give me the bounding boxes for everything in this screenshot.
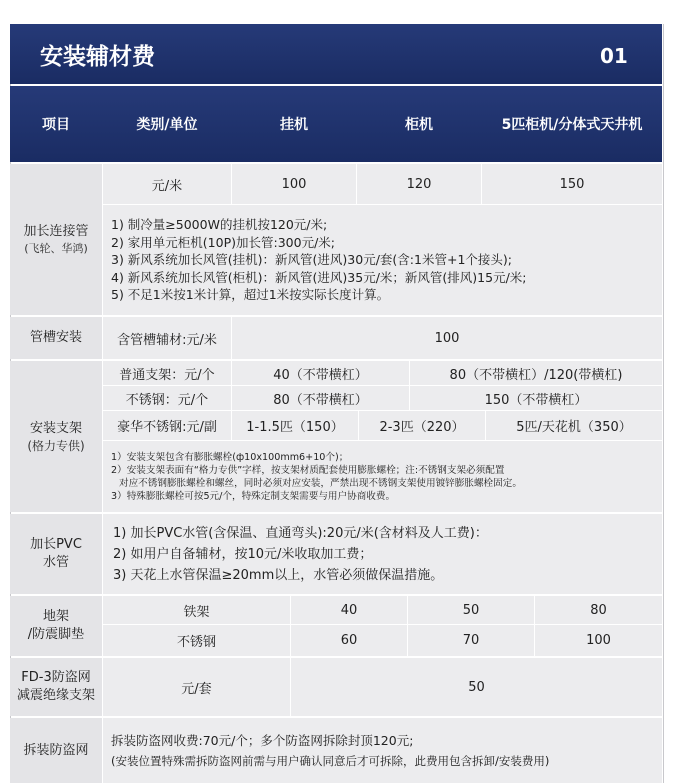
trunking-price: 100	[232, 317, 662, 359]
section-label-line1: 加长PVC	[30, 537, 82, 552]
extension-pipe-price-cabinet: 120	[357, 164, 481, 204]
extension-pipe-notes	[103, 205, 662, 315]
note-line: 3）特殊膨胀螺栓可按5元/个，特殊定制支架需要与用户协商收费。	[111, 490, 396, 502]
note-line: 5) 不足1米按1米计算，超过1米按实际长度计算。	[111, 287, 390, 303]
section-sublabel: (格力专供)	[27, 438, 85, 453]
stand-price: 50	[408, 596, 534, 624]
note-line: 1）安装支架包含有膨胀螺栓(ф10x100mm6+10个)；	[111, 451, 349, 463]
header-5hp-ceiling-unit: 5匹柜机/分体式天井机	[501, 117, 643, 133]
note-line: 2) 家用单元柜机(10P)加长管:300元/米;	[111, 234, 335, 250]
header-item: 项目	[42, 117, 70, 133]
section-label-text: 管槽安装	[29, 330, 82, 345]
page-title: 安装辅材费	[40, 44, 155, 70]
note-line: 对应不锈钢膨胀螺栓和螺丝，同时必须对应安装，严禁出现不锈钢支架使用镀锌膨胀螺栓固定。	[119, 477, 522, 489]
bracket-row-price-b: 150（不带横杠）	[410, 386, 662, 410]
note-line: 2）安装支架表面有“格力专供”字样，按支架材质配套使用膨胀螺栓；注:不锈钢支架必须配置	[111, 464, 505, 476]
fd3-price: 50	[291, 658, 662, 716]
section-label-fd3	[10, 658, 102, 716]
header-cabinet-unit: 柜机	[405, 117, 433, 133]
section-label-line1: FD-3防盗网	[21, 670, 91, 685]
bracket-deluxe-price-c: 5匹/天花机（350）	[486, 411, 662, 440]
fd3-unit: 元/套	[103, 658, 290, 716]
pvc-notes	[103, 514, 662, 594]
bracket-row-price-a: 40（不带横杠）	[232, 361, 409, 385]
section-sublabel: (飞轮、华鸿)	[24, 241, 88, 255]
bracket-deluxe-price-a: 1-1.5匹（150）	[232, 411, 358, 440]
bracket-deluxe-price-b: 2-3匹（220）	[359, 411, 485, 440]
page-number: 01	[600, 44, 628, 68]
stand-material: 不锈钢	[103, 625, 290, 656]
bracket-row-price-a: 80（不带横杠）	[232, 386, 409, 410]
bracket-row-unit: 不锈钢：元/个	[103, 386, 231, 410]
stand-price: 80	[535, 596, 662, 624]
section-label-stand	[10, 596, 102, 656]
extension-pipe-price-wall: 100	[232, 164, 356, 204]
header-wall-unit: 挂机	[280, 117, 308, 133]
stand-price: 40	[291, 596, 407, 624]
section-label-bracket	[10, 361, 102, 512]
section-label-line2: /防震脚垫	[27, 627, 85, 642]
section-label-text: 拆装防盗网	[23, 742, 89, 758]
trunking-unit: 含管槽辅材:元/米	[103, 317, 231, 359]
bracket-notes	[103, 441, 662, 512]
section-label-text: 加长连接管	[23, 223, 89, 239]
note-line: 1) 加长PVC水管(含保温、直通弯头):20元/米(含材料及人工费)：	[113, 525, 488, 541]
note-line: 2) 如用户自备辅材，按10元/米收取加工费；	[113, 546, 373, 562]
note-line: (安装位置特殊需拆防盗网前需与用户确认同意后才可拆除，此费用包含拆卸/安装费用)	[111, 753, 550, 768]
section-label-line2: 减震绝缘支架	[16, 688, 95, 703]
section-label-trunking	[10, 317, 102, 359]
note-line: 1) 制冷量≥5000W的挂机按120元/米;	[111, 217, 328, 233]
note-line: 拆装防盗网收费:70元/个；多个防盗网拆除封顶120元;	[111, 732, 414, 748]
section-label-line2: 水管	[42, 555, 69, 570]
stand-price: 60	[291, 625, 407, 656]
stand-price: 100	[535, 625, 662, 656]
title-band	[10, 24, 662, 84]
bracket-deluxe-unit: 豪华不锈钢:元/副	[103, 411, 231, 440]
bracket-row-price-b: 80（不带横杠）/120(带横杠)	[410, 361, 662, 385]
extension-pipe-price-5hp: 150	[482, 164, 662, 204]
section-label-text: 安装支架	[29, 420, 82, 436]
note-line: 3) 新风系统加长风管(挂机)：新风管(进风)30元/套(含:1米管+1个接头);	[111, 252, 512, 268]
guard-removal-notes	[103, 718, 662, 783]
stand-price: 70	[408, 625, 534, 656]
note-line: 4) 新风系统加长风管(柜机)：新风管(进风)35元/米；新风管(排风)15元/米;	[111, 269, 527, 285]
stand-material: 铁架	[103, 596, 290, 624]
section-label-guard-removal	[10, 718, 102, 783]
extension-pipe-unit: 元/米	[103, 164, 231, 204]
bracket-row-unit: 普通支架：元/个	[103, 361, 231, 385]
note-line: 3) 天花上水管保温≥20mm以上，水管必须做保温措施。	[113, 567, 444, 583]
header-category-unit: 类别/单位	[136, 117, 198, 133]
section-label-pvc	[10, 514, 102, 594]
section-label-line1: 地架	[42, 609, 69, 624]
section-label-extension-pipe	[10, 164, 102, 315]
